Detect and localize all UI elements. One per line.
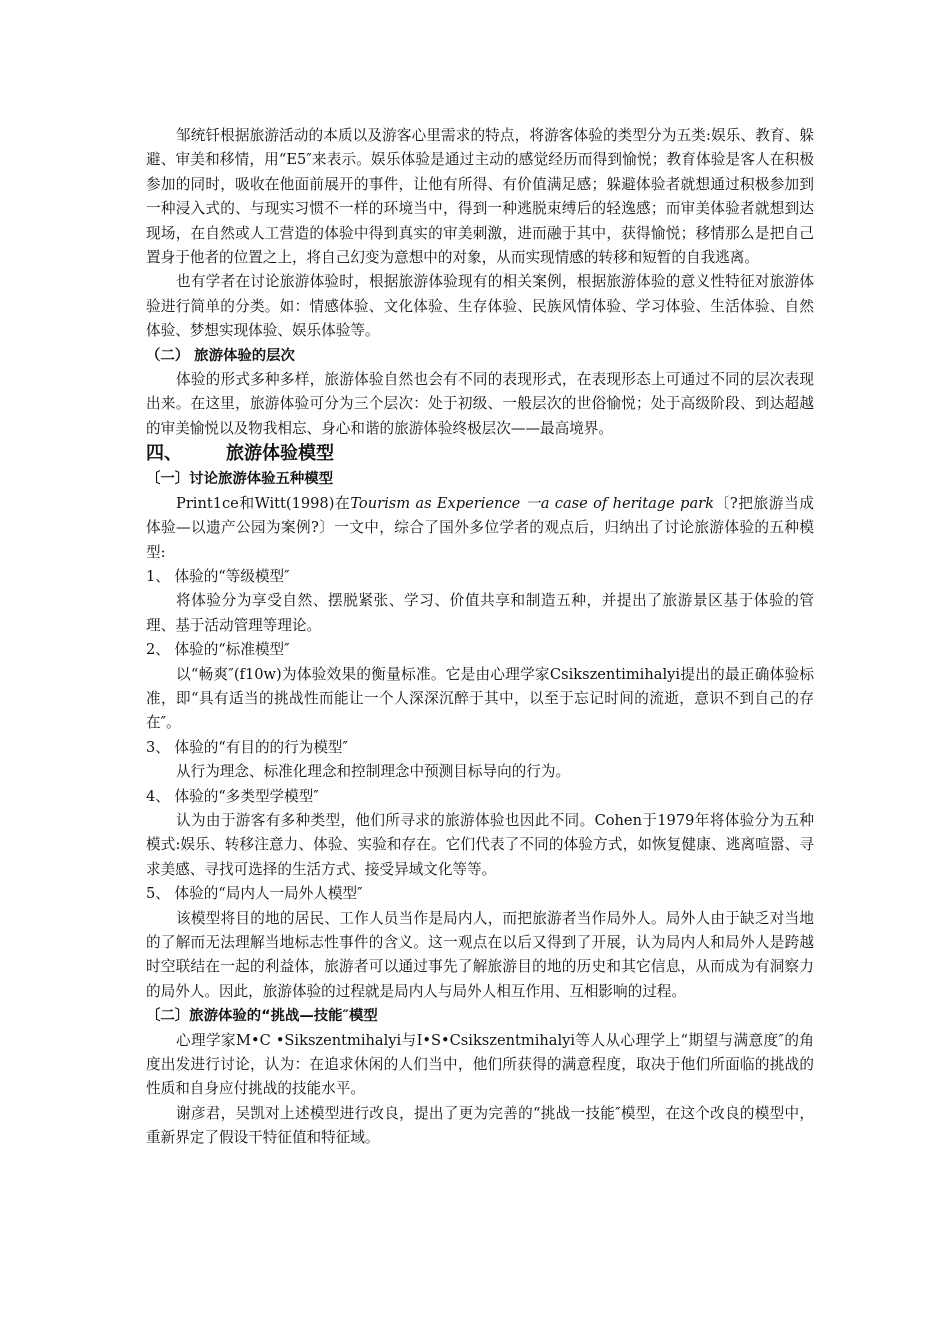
model-2-title: 2、 体验的“标准模型″ — [146, 641, 290, 659]
paragraph-improved-model: 谢彦君，吴凯对上述模型进行改良，提出了更为完善的“挑战一技能″模型，在这个改良的模型中，重新界定了假设干特征值和特征域。 — [146, 1104, 814, 1147]
paragraph-prentice-witt — [146, 492, 814, 565]
model-1-text: 将体验分为享受自然、摆脱紧张、学习、价值共享和制造五种，并提出了旅游景区基于体验的管理、基于活动管理等理论。 — [146, 592, 814, 634]
citation-rest: 〔?把旅游当成体验—以遗产公园为案例?〕一文中，综合了国外多位学者的观点后，归纳出了讨论旅游体验的五种模型: — [146, 494, 814, 561]
citation-lead: Print1ce和Witt(1998)在 — [176, 494, 351, 512]
heading-five-models: 〔一〕讨论旅游体验五种模型 — [146, 471, 334, 488]
model-2-text: 以“畅爽″(f10w)为体验效果的衡量标准。它是由心理学家Csikszentimihalyi提出的最正确体验标准，即“具有适当的挑战性而能让一个人深深沉醉于其中，以至于忘记时间的流逝，意识不到自己的存在″。 — [146, 665, 814, 732]
model-4-title: 4、 体验的“多类型学模型″ — [146, 787, 319, 805]
section-title: 旅游体验模型 — [226, 443, 334, 465]
paragraph-experience-types: 邹统钎根据旅游活动的本质以及游客心里需求的特点，将游客体验的类型分为五类:娱乐、教育、躲避、审美和移情，用“E5″来表示。娱乐体验是通过主动的感觉经历而得到愉悦；教育体验是客人在积极参加的同时，吸收在他面前展开的事件，让他有所得、有价值满足感；躲避体验者就想通过积极参加到一种浸入式的、与现实习惯不一样的环境当中，得到一种逃脱束缚后的轻逸感；而审美体验者就想到达现场，在自然或人工营造的体验中得到真实的审美刺激，进而融于其中，获得愉悦；移情那么是把自己置身于他者的位置之上，将自己幻变为意想中的对象，从而实现情感的转移和短暂的自我逃离。 — [146, 127, 814, 267]
document-page — [146, 124, 814, 1151]
model-4-text: 认为由于游客有多种类型，他们所寻求的旅游体验也因此不同。Cohen于1979年将体验分为五种模式:娱乐、转移注意力、体验、实验和存在。它们代表了不同的体验方式，如恢复健康、逃离喧嚣、寻求美感、寻找可选择的生活方式、接受异域文化等等。 — [146, 811, 814, 878]
heading-challenge-skill: 〔二〕旅游体验的“挑战—技能″模型 — [146, 1008, 378, 1025]
heading-section-four — [146, 441, 814, 467]
model-5-title: 5、 体验的“局内人一局外人模型″ — [146, 885, 363, 903]
model-3-text: 从行为理念、标准化理念和控制理念中预测目标导向的行为。 — [176, 763, 571, 781]
paragraph-csikszentmihalyi: 心理学家M•C •Sikszentmihalyi与I•S•Csikszentmihalyi等人从心理学上“期望与满意度″的角度出发进行讨论，认为：在追求休闲的人们当中，他们所获得的满意程度，取决于他们所面临的挑战的性质和自身应付挑战的技能水平。 — [146, 1031, 814, 1098]
paragraph-classification: 也有学者在讨论旅游体验时，根据旅游体验现有的相关案例，根据旅游体验的意义性特征对旅游体验进行简单的分类。如：情感体验、文化体验、生存体验、民族风情体验、学习体验、生活体验、自然体验、梦想实现体验、娱乐体验等。 — [146, 273, 814, 340]
section-number: 四、 — [146, 443, 182, 465]
paragraph-levels: 体验的形式多种多样，旅游体验自然也会有不同的表现形式，在表现形态上可通过不同的层次表现出来。在这里，旅游体验可分为三个层次：处于初级、一般层次的世俗愉悦；处于高级阶段、到达超越的审美愉悦以及物我相忘、身心和谐的旅游体验终极层次——最高境界。 — [146, 371, 814, 437]
model-1-title: 1、 体验的“等级模型″ — [146, 567, 290, 585]
citation-title: Tourism as Experience 一a case of heritage park — [350, 494, 714, 512]
model-3-title: 3、 体验的“有目的的行为模型″ — [146, 738, 348, 756]
heading-experience-levels: （二） 旅游体验的层次 — [146, 347, 295, 364]
model-5-text: 该模型将目的地的居民、工作人员当作是局内人，而把旅游者当作局外人。局外人由于缺乏对当地的了解而无法理解当地标志性事件的含义。这一观点在以后又得到了开展，认为局内人和局外人是跨越时空联结在一起的利益体，旅游者可以通过事先了解旅游目的地的历史和其它信息，从而成为有洞察力的局外人。因此，旅游体验的过程就是局内人与局外人相互作用、互相影响的过程。 — [146, 909, 814, 1000]
